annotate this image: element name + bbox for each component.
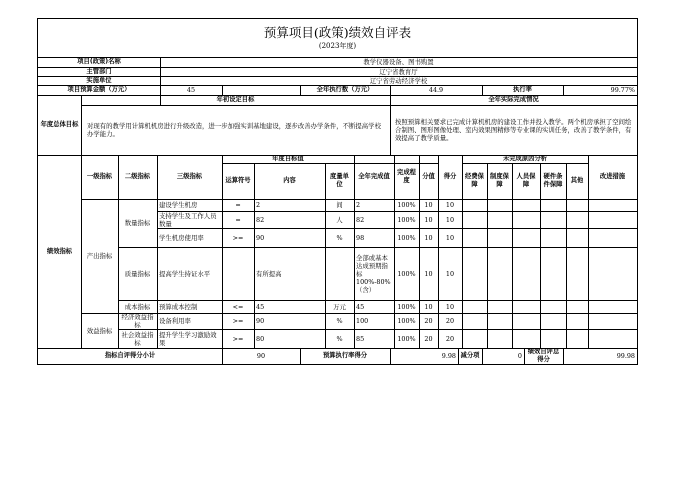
row-3-unit: %	[336, 233, 343, 242]
row-4-score: 10	[424, 269, 433, 278]
row-1-op: =	[235, 201, 241, 209]
dept-label: 主管部门	[86, 67, 112, 75]
project-name-label: 项目(政策)名称	[77, 58, 121, 66]
row-3-score: 10	[424, 233, 433, 242]
total-value: 99.98	[616, 352, 635, 360]
header-reason-staff: 人员保障	[516, 173, 536, 188]
row-7-content: 80	[256, 334, 265, 343]
deduct-value: 0	[517, 352, 522, 360]
budget-score-value: 9.98	[441, 352, 456, 360]
budget-label: 项目预算金额（万元）	[67, 86, 131, 94]
budget-score-label: 预算执行率得分	[322, 352, 368, 360]
row-6-got: 20	[445, 317, 455, 325]
row-7-name: 提升学生学习激励效果	[159, 330, 217, 347]
header-level2: 二级指标	[124, 173, 151, 181]
row-1-actual: 2	[356, 201, 361, 209]
dept-value: 辽宁省教育厅	[379, 67, 418, 76]
row-3-name: 学生机房使用率	[159, 233, 204, 242]
perf-indicator-label: 绩效指标	[46, 247, 73, 255]
annual-goal-label: 年度总体目标	[40, 121, 79, 129]
row-5-op: <=	[232, 302, 244, 311]
initial-goal-text: 对现有的教学用计算机机房进行升级改造，进一步加强实训基地建设，逐步改善办学条件，不断提高学校办学能力。	[87, 122, 381, 138]
row-7-got: 20	[445, 334, 455, 343]
row-5-degree: 100%	[397, 302, 416, 311]
initial-goal-header: 年初设定目标	[216, 96, 255, 104]
row-7-degree: 100%	[397, 334, 416, 343]
row-6-score: 20	[424, 317, 433, 325]
header-degree: 完成程度	[397, 169, 416, 184]
quality-indicator-label: 质量指标	[124, 269, 151, 278]
row-5-actual: 45	[356, 302, 365, 311]
row-6-name: 设备利用率	[159, 317, 191, 325]
row-1-unit: 间	[336, 201, 343, 209]
actual-goal-header: 全年实际完成情况	[488, 96, 539, 104]
row-5-content: 45	[256, 302, 265, 311]
row-1-score: 10	[424, 201, 433, 209]
row-1-got: 10	[445, 201, 455, 209]
page-title: 预算项目(政策)绩效自评表	[263, 25, 412, 40]
project-name-value: 教学仪器设备、图书购置	[363, 58, 434, 66]
header-got: 得分	[443, 173, 457, 181]
row-5-got: 10	[445, 302, 455, 311]
row-5-score: 10	[424, 302, 433, 311]
evaluation-table	[37, 18, 638, 365]
row-7-unit: %	[336, 334, 343, 343]
row-3-degree: 100%	[397, 233, 416, 242]
row-2-degree: 100%	[397, 215, 416, 224]
actual-goal-text: 按照预算相关要求已完成计算机机房的建设工作并投入教学。两个机房承担了空间绘合制图、图形图像处理、室内效果图精修等专业课的实训任务，改善了教学条件，有效提高了教学质量。	[395, 118, 632, 142]
cost-indicator-label: 成本指标	[124, 302, 151, 311]
row-2-op: =	[235, 215, 241, 224]
row-4-unit	[325, 247, 354, 300]
row-4-degree: 100%	[397, 269, 416, 278]
row-2-content: 82	[256, 215, 265, 224]
output-indicator-label: 产出指标	[86, 252, 113, 260]
header-target-group: 年度目标值	[272, 155, 304, 163]
row-2-got: 10	[445, 215, 455, 224]
subtotal-label: 指标自评得分小计	[104, 352, 156, 360]
unit-value: 辽宁省劳动经济学校	[369, 76, 428, 85]
header-reason-system: 制度保障	[490, 173, 509, 188]
header-improve: 改进措施	[599, 173, 626, 181]
row-4-name: 提高学生持证水平	[159, 269, 211, 278]
row-6-op: >=	[232, 317, 244, 325]
quantity-indicator-label: 数量指标	[124, 219, 151, 227]
header-reason-group: 未完成原因分析	[502, 155, 548, 163]
row-6-unit: %	[336, 317, 343, 325]
row-4-actual: 全部或基本达成预期指标100%-80%（含）	[356, 253, 391, 294]
row-3-content: 90	[256, 233, 265, 242]
row-2-name: 支持学生及工作人员数量	[159, 211, 217, 228]
economic-indicator-label: 经济效益指标	[121, 313, 154, 329]
benefit-indicator-label: 效益指标	[86, 326, 113, 335]
row-7-score: 20	[424, 334, 433, 343]
row-3-actual: 98	[356, 233, 365, 242]
header-reason-other: 其他	[570, 177, 584, 185]
row-1-name: 建设学生机房	[159, 201, 198, 209]
row-1-content: 2	[256, 201, 261, 209]
row-7-op: >=	[232, 334, 244, 343]
row-3-op: >=	[232, 233, 244, 242]
header-reason-hardware: 硬件条件保障	[543, 173, 563, 188]
row-2-score: 10	[424, 215, 433, 224]
row-2-actual: 82	[356, 215, 365, 224]
exec-label: 全年执行数（万元）	[316, 86, 374, 94]
row-4-content: 有所提高	[256, 269, 282, 278]
rate-value: 99.77%	[610, 86, 635, 94]
rate-label: 执行率	[513, 86, 532, 94]
header-level3: 三级指标	[176, 173, 203, 181]
row-1-degree: 100%	[397, 201, 416, 209]
deduct-label: 减分项	[460, 352, 480, 360]
row-6-degree: 100%	[397, 317, 416, 325]
exec-value: 44.9	[428, 86, 444, 94]
header-unit: 度量单位	[330, 173, 349, 188]
header-level1: 一级指标	[86, 173, 113, 181]
row-6-content: 90	[256, 317, 265, 325]
row-4-op	[222, 247, 254, 300]
header-actual: 全年完成值	[358, 173, 390, 181]
header-op: 运算符号	[225, 177, 251, 185]
year-subtitle: (2023年度)	[318, 42, 357, 50]
social-indicator-label: 社会效益指标	[121, 330, 154, 347]
header-content: 内容	[283, 177, 296, 185]
unit-label: 实施单位	[86, 76, 112, 84]
row-6-actual: 100	[356, 317, 369, 325]
total-label: 绩效自评总得分	[527, 348, 560, 363]
row-3-got: 10	[445, 233, 455, 242]
header-score: 分值	[422, 173, 435, 181]
row-5-name: 预算成本控制	[159, 302, 198, 311]
subtotal-value: 90	[256, 352, 266, 360]
budget-value: 45	[186, 86, 196, 94]
row-7-actual: 85	[356, 334, 365, 343]
row-2-unit: 人	[336, 215, 343, 224]
header-reason-funds: 经费保障	[465, 173, 484, 188]
row-5-unit: 万元	[333, 302, 346, 311]
row-4-got: 10	[445, 269, 455, 278]
